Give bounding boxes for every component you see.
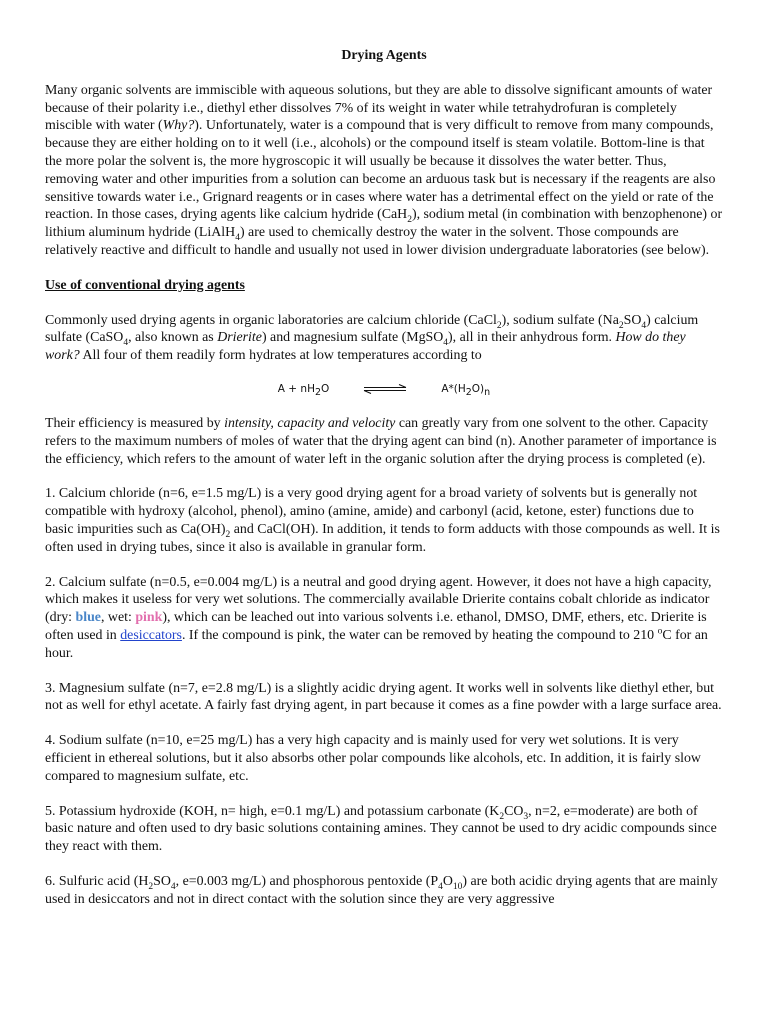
subscript: 4 [123,338,129,349]
text-run: 6. Sulfuric acid (H [45,873,149,889]
text-run: SO [153,873,171,889]
text-run: CO [504,803,524,819]
text-run: ) and magnesium sulfate (MgSO [261,330,444,346]
efficiency-italic: intensity, capacity and velocity [224,415,396,431]
text-run: , also known as [128,330,218,346]
desiccators-link[interactable]: desiccators [120,627,182,643]
text-run: 5. Potassium hydroxide (KOH, n= high, e=0.1 mg/L) and potassium carbonate (K [45,803,500,819]
subscript: 2 [148,881,154,892]
common-agents-paragraph [45,312,723,365]
text-run: , wet: [100,610,136,626]
text-run: ), all in their anhydrous form. [448,330,616,346]
degree-superscript: o [657,626,663,637]
subscript: 10 [452,881,463,892]
text-run: and CaCl(OH). In addition, it tends to form adducts with those compounds as well. It is often used in drying tubes, since it also is available in granular form. [45,521,720,555]
text-run: ) are used to chemically destroy the water in the solvent. Those compounds are relatively reactive and difficult to handle and usually not used in lower division undergraduate laboratories (see below). [45,225,710,258]
magnesium-sulfate-item: 3. Magnesium sulfate (n=7, e=2.8 mg/L) is a slightly acidic drying agent. It works well in solvents like diethyl ether, but not as well for ethyl acetate. A fairly fast drying agent, in part because it comes as a fine powder with a large surface area. [45,680,722,714]
acidic-agents-item [45,873,723,909]
text-run: ). Unfortunately, water is a compound that is very difficult to remove from many compounds, because they are either holding on to it well (i.e., alcohols) or the compound itself is steam volatile. Bottom-line is that the more polar the solvent is, the more hygroscopic it will usually be because it dissolves the water better. Thus, removing water and other impurities from a solution can become an arduous task but is necessary if the reagents are also sensitive towards water i.e., Grignard reagents or in cases where water has a detrimental effect on the yield or rate of the reaction. In those cases, drying agents like calcium hydride (CaH [45,118,716,223]
subscript: 4 [438,881,443,892]
efficiency-paragraph [45,415,723,468]
text-run: ), sodium metal (in combination with benzophenone) or lithium aluminum hydride (LiAlH [45,207,723,241]
blue-color-word: blue [75,610,101,626]
text-run: 2. Calcium sulfate (n=0.5, e=0.004 mg/L) is a neutral and good drying agent. However, it does not have a high capacity, which makes it useless for very wet solutions. The commercially available Drierite contains cobalt chloride as indicator (dry: [45,574,712,626]
text-run: 1. Calcium chloride (n=6, e=1.5 mg/L) is a very good drying agent for a broad variety of solvents but is generally not compatible with hydroxy (alcohol, phenol), amino (amine, amide) and carbonyl (acid, ketone, ester) functions due to basic impurities such as Ca(OH) [45,486,698,537]
section-heading: Use of conventional drying agents [45,277,245,293]
subscript: 3 [523,811,529,822]
text-run: , n=2, e=moderate) are both of basic nature and often used to dry basic solutions containing amines. They cannot be used to dry acidic compounds since they react with them. [45,803,717,855]
subscript: 4 [170,881,176,892]
text-run: O [442,873,453,889]
why-italic: Why? [162,118,195,134]
equilibrium-arrow-icon [363,384,407,394]
pink-color-word: pink [135,610,163,626]
text-run: . If the compound is pink, the water can be removed by heating the compound to 210 [181,627,658,643]
subscript: 2 [618,320,624,331]
intro-paragraph [45,82,723,260]
subscript: 2 [496,320,502,331]
subscript: 4 [443,338,449,349]
text-run: C for an hour. [45,627,708,661]
equation-left: $A + nH_2O$ [277,382,330,399]
document-title: Drying Agents [341,48,427,63]
text-run: All four of them readily form hydrates at low temperatures according to [79,348,482,364]
drierite-italic: Drierite [217,330,262,346]
how-italic: How do they work? [45,330,686,364]
subscript: 2 [225,529,231,540]
subscript: 2 [407,215,412,226]
subscript: 4 [641,320,647,331]
text-run: Many organic solvents are immiscible with aqueous solutions, but they are able to dissolve significant amounts of water because of their polarity i.e., diethyl ether dissolves 7% of its weight in water while tetrahydrofuran is completely miscible with water ( [45,82,713,134]
potassium-item [45,803,723,856]
text-run: ) calcium sulfate (CaSO [45,312,699,346]
subscript: 2 [499,811,505,822]
hydrate-equation [45,382,723,399]
calcium-sulfate-item [45,574,723,663]
text-run: SO [623,312,642,328]
equation-right: $A*(H_2O)_n$ [441,382,491,399]
text-run: ), which can be leached out into various solvents i.e. ethanol, DMSO, DMF, ethers, etc. Drierite is often used in [45,610,707,643]
subscript: 4 [235,232,240,243]
text-run: can greatly vary from one solvent to the other. Capacity refers to the maximum numbers of moles of water that the drying agent can bind (n). Another parameter of importance is the efficiency, which refers to the amount of water left in the organic solution after the drying process is completed (e). [45,415,717,467]
sodium-sulfate-item: 4. Sodium sulfate (n=10, e=25 mg/L) has a very high capacity and is mainly used for very wet solutions. It is very efficient in ethereal solutions, but it also absorbs other polar compounds like alcohols, etc. In addition, it is fairly slow compared to magnesium sulfate, etc. [45,733,701,784]
text-run: Commonly used drying agents in organic laboratories are calcium chloride (CaCl [45,312,497,328]
text-run: , e=0.003 mg/L) and phosphorous pentoxide (P [175,873,439,889]
text-run: ), sodium sulfate (Na [501,312,619,328]
text-run: Their efficiency is measured by [45,415,225,431]
calcium-chloride-item [45,485,723,556]
text-run: ) are both acidic drying agents that are mainly used in desiccators and not in direct contact with the solution since they are very aggressive [45,873,718,907]
